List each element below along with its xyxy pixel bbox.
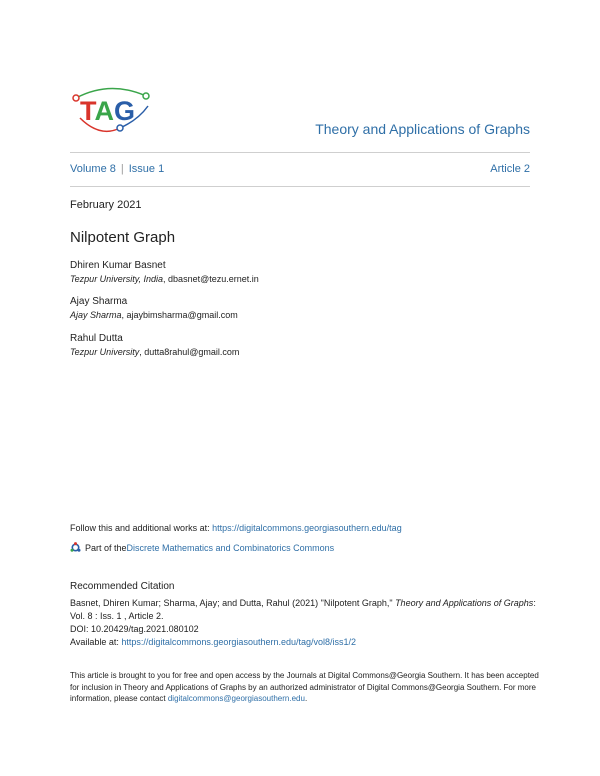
author-affiliation <box>70 274 259 284</box>
follow-text: Follow this and additional works at: <box>70 523 213 533</box>
commons-network-icon <box>70 542 81 553</box>
citation-authors: Basnet, Dhiren Kumar; Sharma, Ajay; and Dutta, Rahul (2021) "Nilpotent Graph," <box>70 598 396 608</box>
author-affiliation <box>70 310 238 320</box>
affiliation-text: Tezpur University <box>70 347 140 357</box>
follow-line <box>70 523 402 533</box>
access-note <box>70 670 540 705</box>
part-of-line <box>70 542 334 553</box>
citation-block <box>70 597 540 649</box>
author-email: , dbasnet@tezu.ernet.in <box>163 274 259 284</box>
volume-link[interactable]: Volume 8 <box>70 163 116 175</box>
author-name: Dhiren Kumar Basnet <box>70 260 166 271</box>
affiliation-text: Tezpur University, India <box>70 274 164 284</box>
svg-text:TAG: TAG <box>80 96 136 126</box>
citation-available <box>70 636 540 649</box>
available-link[interactable]: https://digitalcommons.georgiasouthern.edu/tag/vol8/iss1/2 <box>121 637 357 647</box>
affiliation-text: Ajay Sharma <box>70 310 122 320</box>
author-name: Ajay Sharma <box>70 296 128 307</box>
commons-link[interactable]: Discrete Mathematics and Combinatorics Commons <box>126 542 335 553</box>
citation-journal: Theory and Applications of Graphs <box>395 598 534 608</box>
author-name: Rahul Dutta <box>70 333 123 344</box>
author-affiliation <box>70 347 239 357</box>
citation-heading: Recommended Citation <box>70 581 175 592</box>
citation-text <box>70 597 540 623</box>
author-email: , ajaybimsharma@gmail.com <box>121 310 238 320</box>
citation-volume: : Vol. 8 : Iss. 1 , Article 2. <box>70 598 536 621</box>
available-prefix: Available at: <box>70 637 122 647</box>
tag-logo <box>70 84 154 136</box>
author-email: , dutta8rahul@gmail.com <box>139 347 240 357</box>
journal-title[interactable]: Theory and Applications of Graphs <box>315 121 530 137</box>
part-of-prefix: Part of the <box>85 542 127 553</box>
author-block <box>70 260 259 284</box>
issue-row <box>70 163 530 175</box>
author-block <box>70 333 239 357</box>
publication-date: February 2021 <box>70 199 142 211</box>
follow-link[interactable]: https://digitalcommons.georgiasouthern.edu/tag <box>212 523 402 533</box>
article-title: Nilpotent Graph <box>70 229 176 246</box>
author-block <box>70 296 238 320</box>
issue-separator: | <box>120 163 124 175</box>
article-link[interactable]: Article 2 <box>490 163 530 175</box>
access-end: . <box>304 694 308 703</box>
issue-link[interactable]: Issue 1 <box>128 163 165 175</box>
citation-doi: DOI: 10.20429/tag.2021.080102 <box>70 624 199 634</box>
header-divider <box>70 152 530 153</box>
access-text: This article is brought to you for free and open access by the Journals at Digital Commons@Georgia Southern. It has been accepted for inclusion in Theory and Applications of Graphs by an authorized administrator of Digital Commons@Georgia Southern. For more information, please contact <box>70 671 539 703</box>
contact-email-link[interactable]: digitalcommons@georgiasouthern.edu <box>167 694 305 703</box>
issue-divider <box>70 186 530 187</box>
